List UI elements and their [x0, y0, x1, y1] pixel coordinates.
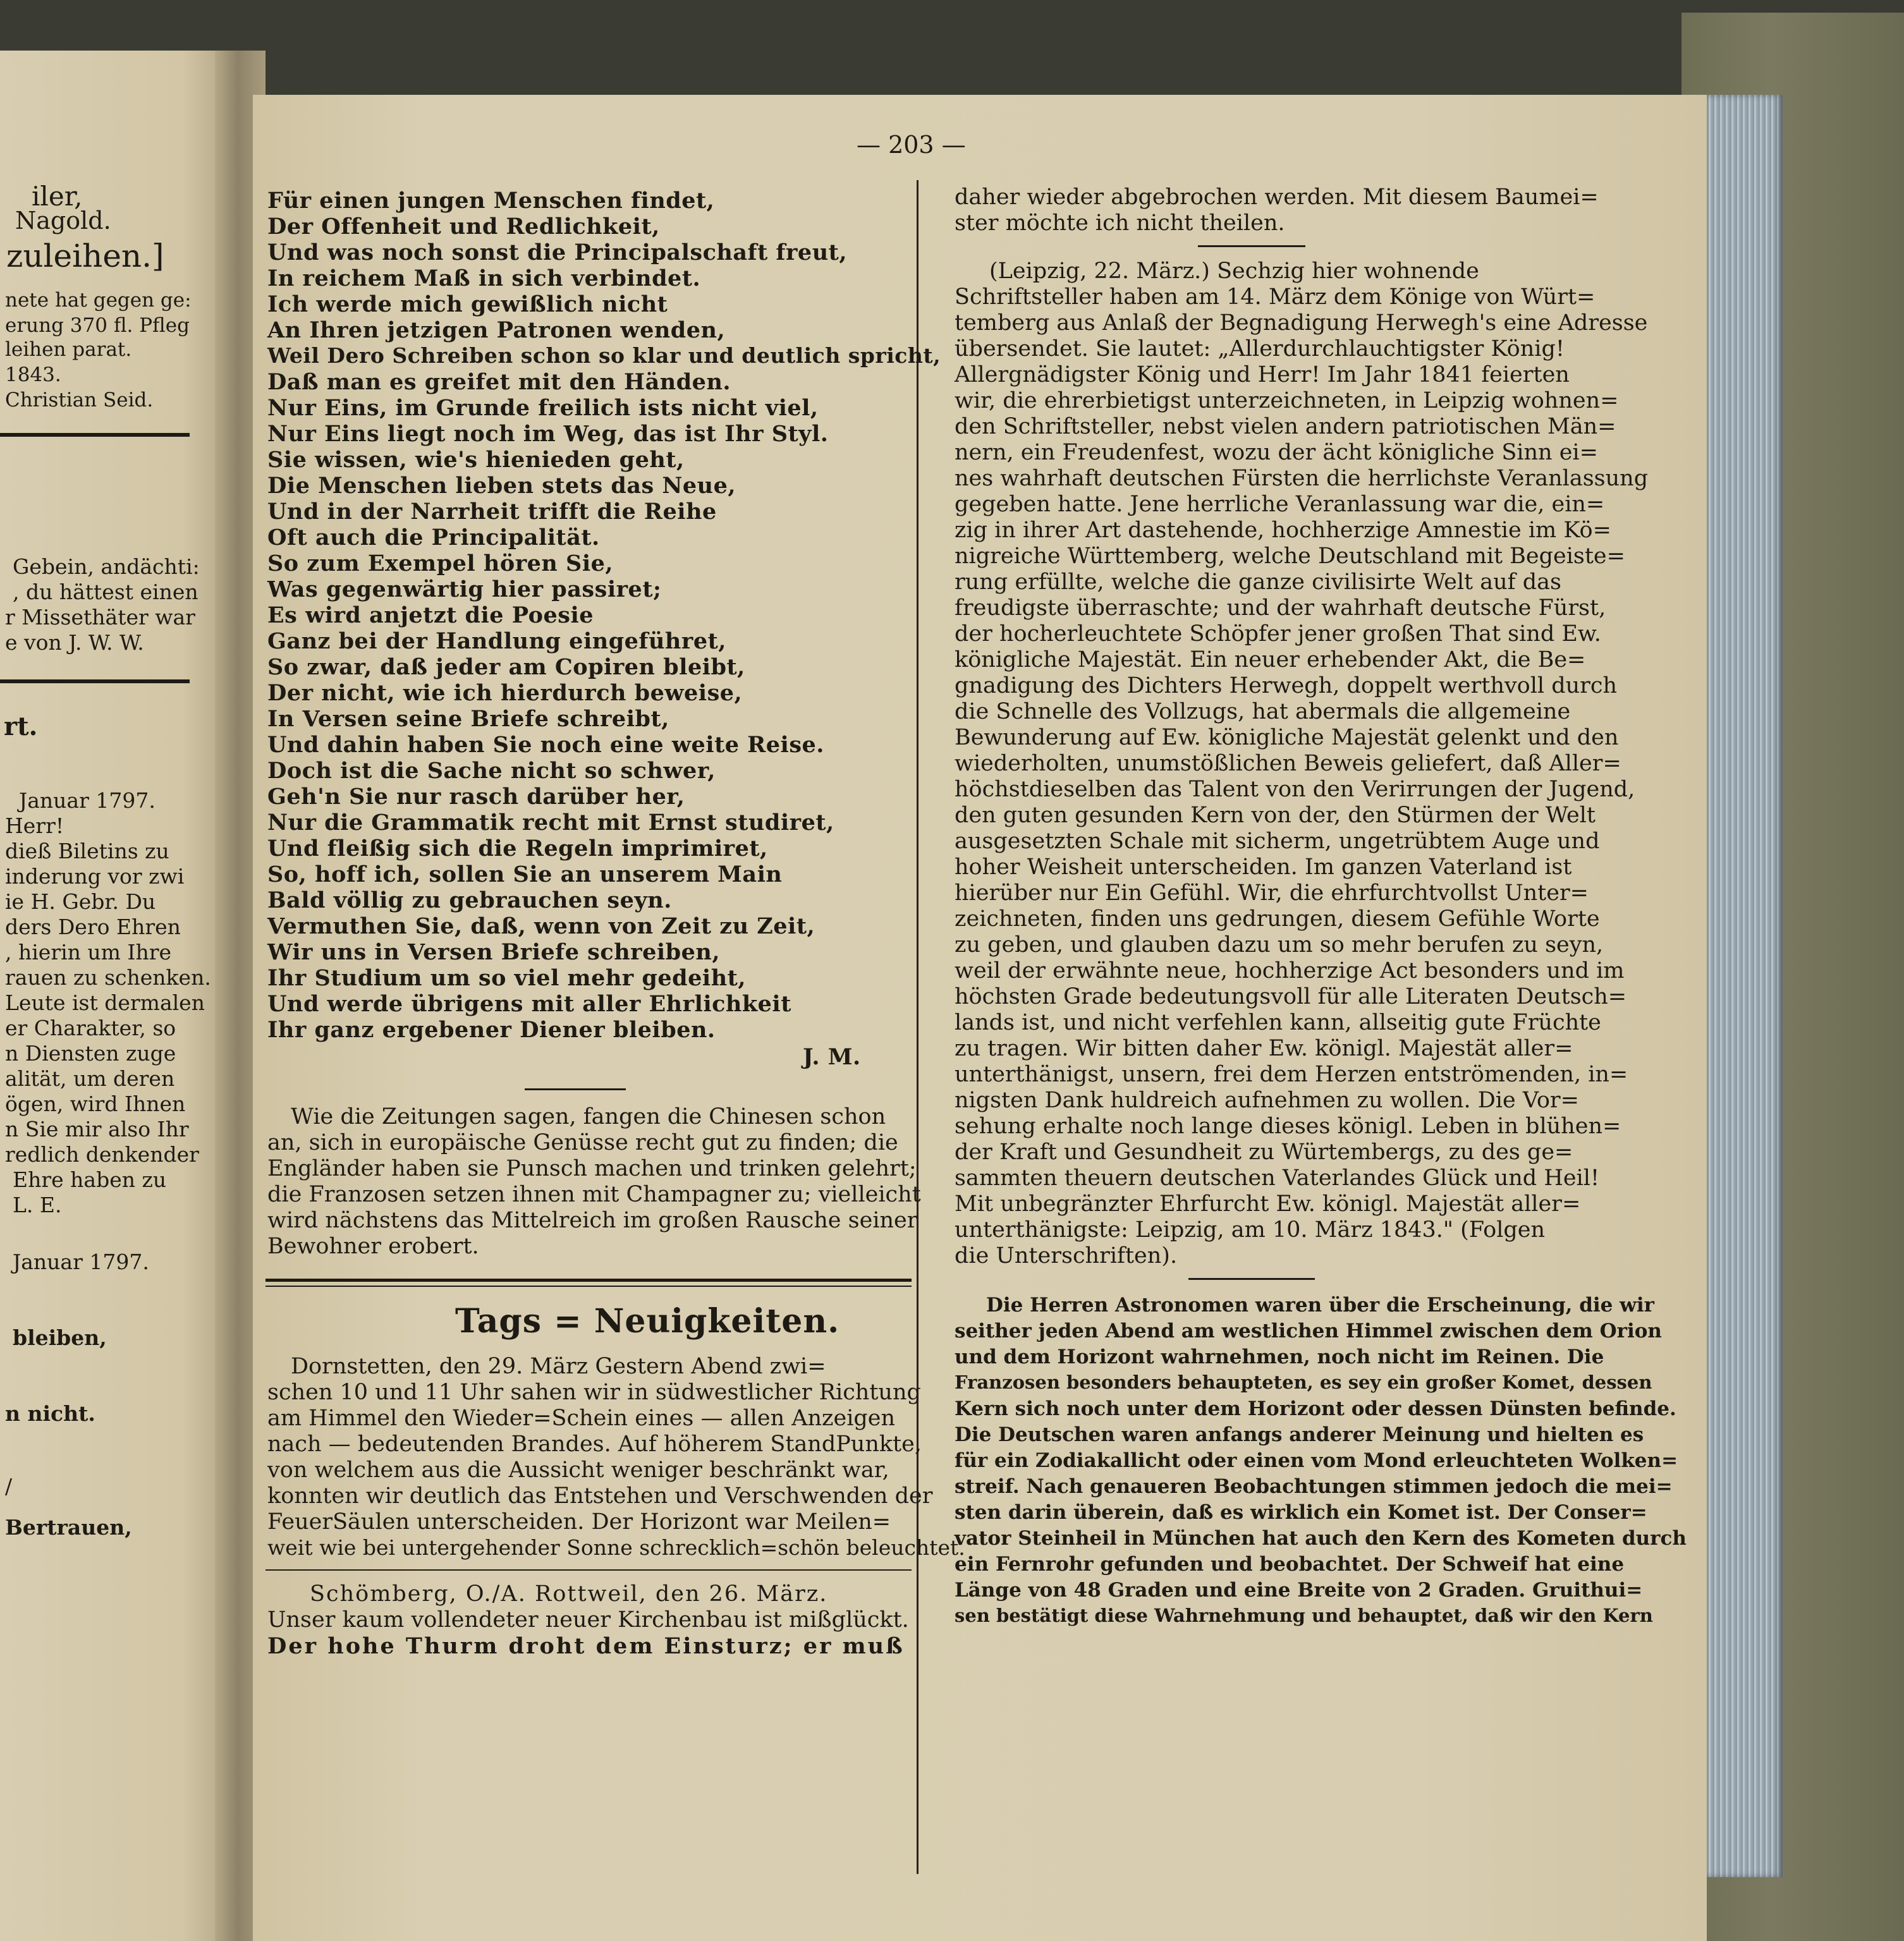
section-title: Tags = Neuigkeiten.	[455, 1302, 840, 1341]
left-line: e von J. W. W.	[5, 630, 144, 655]
leipzig-line: ausgesetzten Schale mit sicherm, ungetrübtem Auge und	[955, 829, 1600, 854]
leipzig-line: zu tragen. Wir bitten daher Ew. königl. Majestät aller=	[955, 1036, 1573, 1061]
leipzig-line: unterthänigste: Leipzig, am 10. März 1843." (Folgen	[955, 1217, 1546, 1243]
short-rule	[1198, 245, 1305, 247]
section-double-rule	[265, 1286, 912, 1287]
comet-line: und dem Horizont wahrnehmen, noch nicht im Reinen. Die	[955, 1346, 1604, 1368]
left-line: redlich denkender	[5, 1142, 199, 1167]
page-number: — 203 —	[857, 131, 966, 159]
leipzig-line: zig in ihrer Art dastehende, hochherzige Amnestie im Kö=	[955, 518, 1611, 543]
short-rule	[525, 1088, 626, 1090]
left-line: n Sie mir also Ihr	[5, 1117, 189, 1141]
dornstetten-line: weit wie bei untergehender Sonne schrecklich=schön beleuchtet.	[267, 1535, 965, 1560]
poem-line: Für einen jungen Menschen findet,	[267, 188, 715, 214]
comet-line: Die Herren Astronomen waren über die Erscheinung, die wir	[986, 1294, 1654, 1317]
dornstetten-line: nach — bedeutenden Brandes. Auf höherem StandPunkte,	[267, 1432, 922, 1457]
poem-line: Weil Dero Schreiben schon so klar und deutlich spricht,	[267, 343, 941, 368]
poem-line: Doch ist die Sache nicht so schwer,	[267, 758, 716, 784]
left-line: , du hättest einen	[13, 580, 198, 604]
left-line: Leute ist dermalen	[5, 990, 205, 1015]
left-line: ögen, wird Ihnen	[5, 1092, 186, 1116]
poem-line: Und fleißig sich die Regeln imprimiret,	[267, 836, 768, 861]
left-line: iler,	[32, 181, 83, 212]
short-rule	[265, 1569, 912, 1571]
leipzig-line: freudigste überraschte; und der wahrhaft deutsche Fürst,	[955, 595, 1606, 621]
leipzig-line: gnadigung des Dichters Herwegh, doppelt werthvoll durch	[955, 673, 1618, 698]
leipzig-line: gegeben hatte. Jene herrliche Veranlassung war die, ein=	[955, 492, 1605, 517]
left-line: /	[5, 1474, 13, 1499]
left-line: er Charakter, so	[5, 1016, 176, 1040]
left-line: L. E.	[13, 1193, 62, 1217]
schomberg-line: Der hohe Thurm droht dem Einsturz; er muß	[267, 1633, 905, 1659]
poem-line: An Ihren jetzigen Patronen wenden,	[267, 317, 726, 343]
left-line: Ehre haben zu	[13, 1167, 167, 1192]
left-line: 1843.	[5, 363, 61, 386]
left-page-fragment	[0, 51, 228, 1941]
poem-line: Ihr ganz ergebener Diener bleiben.	[267, 1017, 716, 1043]
leipzig-line: Allergnädigster König und Herr! Im Jahr 1841 feierten	[955, 362, 1570, 387]
left-line: n Diensten zuge	[5, 1041, 176, 1066]
china-line: Wie die Zeitungen sagen, fangen die Chinesen schon	[291, 1104, 886, 1129]
leipzig-line: Mit unbegränzter Ehrfurcht Ew. königl. Majestät aller=	[955, 1191, 1581, 1217]
left-line: bleiben,	[13, 1325, 107, 1350]
dornstetten-line: am Himmel den Wieder=Schein eines — allen Anzeigen	[267, 1406, 896, 1431]
leipzig-line: höchsten Grade bedeutungsvoll für alle Literaten Deutsch=	[955, 984, 1627, 1009]
left-line: nete hat gegen ge:	[5, 289, 192, 312]
left-line: Gebein, andächti:	[13, 554, 200, 579]
comet-line: Franzosen besonders behaupteten, es sey ein großer Komet, dessen	[955, 1372, 1652, 1393]
poem-line: Daß man es greifet mit den Händen.	[267, 369, 731, 395]
page-edges	[1707, 95, 1783, 1877]
poem-line: Ihr Studium um so viel mehr gedeiht,	[267, 965, 746, 991]
leipzig-line: sammten theuern deutschen Vaterlandes Glück und Heil!	[955, 1165, 1600, 1191]
leipzig-line: Schriftsteller haben am 14. März dem Könige von Würt=	[955, 284, 1596, 310]
short-rule	[1188, 1278, 1315, 1280]
china-line: die Franzosen setzen ihnen mit Champagner zu; vielleicht	[267, 1182, 921, 1207]
left-rule	[0, 679, 190, 683]
dornstetten-line: schen 10 und 11 Uhr sahen wir in südwestlicher Richtung	[267, 1380, 921, 1405]
leipzig-line: wiederholten, unumstößlichen Beweis geliefert, daß Aller=	[955, 751, 1621, 776]
leipzig-line: nes wahrhaft deutschen Fürsten die herrlichste Veranlassung	[955, 466, 1649, 491]
leipzig-line: der Kraft und Gesundheit zu Würtembergs, zu des ge=	[955, 1140, 1573, 1165]
leipzig-line: Bewunderung auf Ew. königliche Majestät gelenkt und den	[955, 725, 1619, 750]
comet-line: sen bestätigt diese Wahrnehmung und behauptet, daß wir den Kern	[955, 1605, 1653, 1626]
poem-line: Was gegenwärtig hier passiret;	[267, 576, 662, 602]
china-line: wird nächstens das Mittelreich im großen Rausche seiner	[267, 1208, 918, 1233]
dornstetten-line: FeuerSäulen unterscheiden. Der Horizont war Meilen=	[267, 1509, 891, 1535]
china-line: Engländer haben sie Punsch machen und trinken gelehrt;	[267, 1156, 917, 1181]
comet-line: Kern sich noch unter dem Horizont oder dessen Dünsten befinde.	[955, 1397, 1676, 1420]
poem-line: Ich werde mich gewißlich nicht	[267, 291, 668, 317]
leipzig-line: der hocherleuchtete Schöpfer jener großen That sind Ew.	[955, 621, 1601, 647]
leipzig-line: nern, ein Freudenfest, wozu der ächt königliche Sinn ei=	[955, 440, 1598, 465]
leipzig-line: die Schnelle des Vollzugs, hat abermals die allgemeine	[955, 699, 1571, 724]
poem-signature: J. M.	[803, 1044, 861, 1070]
dornstetten-line: Dornstetten, den 29. März Gestern Abend zwi=	[291, 1354, 826, 1379]
dornstetten-line: konnten wir deutlich das Entstehen und Verschwenden der	[267, 1483, 933, 1509]
left-line: inderung vor zwi	[5, 864, 185, 889]
left-line: r Missethäter war	[5, 605, 195, 630]
leipzig-line: (Leipzig, 22. März.) Sechzig hier wohnende	[989, 259, 1479, 284]
leipzig-line: königliche Majestät. Ein neuer erhebender Akt, die Be=	[955, 647, 1586, 672]
comet-line: ein Fernrohr gefunden und beobachtet. Der Schweif hat eine	[955, 1553, 1625, 1576]
leipzig-line: hierüber nur Ein Gefühl. Wir, die ehrfurchtvollst Unter=	[955, 880, 1589, 906]
column-divider	[917, 180, 918, 1874]
china-line: Bewohner erobert.	[267, 1234, 479, 1259]
china-line: an, sich in europäische Genüsse recht gut zu finden; die	[267, 1130, 898, 1155]
left-line: erung 370 fl. Pfleg	[5, 314, 190, 337]
continued-line: ster möchte ich nicht theilen.	[955, 210, 1285, 236]
left-line: , hierin um Ihre	[5, 940, 172, 964]
comet-line: sten darin überein, daß es wirklich ein Komet ist. Der Conser=	[955, 1501, 1647, 1524]
poem-line: Wir uns in Versen Briefe schreiben,	[267, 939, 721, 965]
left-line: dieß Biletins zu	[5, 839, 169, 863]
poem-line: Es wird anjetzt die Poesie	[267, 602, 594, 628]
leipzig-line: unterthänigst, unsern, frei dem Herzen entströmenden, in=	[955, 1062, 1628, 1087]
left-line: ie H. Gebr. Du	[5, 889, 156, 914]
leipzig-line: den Schriftsteller, nebst vielen andern patriotischen Män=	[955, 414, 1616, 439]
dornstetten-line: von welchem aus die Aussicht weniger beschränkt war,	[267, 1457, 889, 1483]
left-line: n nicht.	[5, 1401, 95, 1426]
left-line: alität, um deren	[5, 1066, 175, 1091]
leipzig-line: wir, die ehrerbietigst unterzeichneten, in Leipzig wohnen=	[955, 388, 1619, 413]
poem-line: Und in der Narrheit trifft die Reihe	[267, 499, 717, 525]
newspaper-page-203	[253, 95, 1707, 1941]
poem-line: Geh'n Sie nur rasch darüber her,	[267, 784, 685, 810]
schomberg-line: Schömberg, O./A. Rottweil, den 26. März.	[310, 1581, 828, 1607]
poem-line: Vermuthen Sie, daß, wenn von Zeit zu Zeit,	[267, 913, 815, 939]
leipzig-line: übersendet. Sie lautet: „Allerdurchlauchtigster König!	[955, 336, 1565, 362]
poem-line: Und dahin haben Sie noch eine weite Reise.	[267, 732, 824, 758]
left-line: rt.	[4, 712, 38, 741]
poem-line: So zwar, daß jeder am Copiren bleibt,	[267, 654, 745, 680]
poem-line: Der nicht, wie ich hierdurch beweise,	[267, 680, 743, 706]
left-line: Bertrauen,	[5, 1515, 132, 1540]
left-line: ders Dero Ehren	[5, 915, 181, 939]
poem-line: Die Menschen lieben stets das Neue,	[267, 473, 736, 499]
leipzig-line: zu geben, und glauben dazu um so mehr berufen zu seyn,	[955, 932, 1604, 958]
leipzig-line: den guten gesunden Kern von der, den Stürmen der Welt	[955, 803, 1596, 828]
leipzig-line: nigreiche Württemberg, welche Deutschland mit Begeiste=	[955, 544, 1625, 569]
leipzig-line: temberg aus Anlaß der Begnadigung Herwegh's eine Adresse	[955, 310, 1648, 336]
poem-line: Nur Eins liegt noch im Weg, das ist Ihr Styl.	[267, 421, 829, 447]
leipzig-line: lands ist, und nicht verfehlen kann, allseitig gute Früchte	[955, 1010, 1601, 1035]
poem-line: Oft auch die Principalität.	[267, 525, 600, 551]
poem-line: Und werde übrigens mit aller Ehrlichkeit	[267, 991, 791, 1017]
poem-line: Nur die Grammatik recht mit Ernst studiret,	[267, 810, 834, 836]
section-double-rule	[265, 1279, 912, 1282]
comet-line: streif. Nach genaueren Beobachtungen stimmen jedoch die mei=	[955, 1475, 1673, 1498]
poem-line: In reichem Maß in sich verbindet.	[267, 265, 701, 291]
poem-line: Und was noch sonst die Principalschaft freut,	[267, 240, 847, 265]
left-line: Nagold.	[15, 207, 111, 234]
poem-line: So zum Exempel hören Sie,	[267, 551, 614, 576]
schomberg-line: Unser kaum vollendeter neuer Kirchenbau ist mißglückt.	[267, 1607, 909, 1633]
poem-line: In Versen seine Briefe schreibt,	[267, 706, 669, 732]
comet-line: vator Steinheil in München hat auch den Kern des Kometen durch	[955, 1527, 1687, 1550]
leipzig-line: höchstdieselben das Talent von den Verirrungen der Jugend,	[955, 777, 1635, 802]
left-line: Herr!	[5, 813, 64, 838]
poem-line: So, hoff ich, sollen Sie an unserem Main	[267, 861, 783, 887]
left-line: Januar 1797.	[13, 1250, 149, 1274]
poem-line: Nur Eins, im Grunde freilich ists nicht viel,	[267, 395, 819, 421]
poem-line: Der Offenheit und Redlichkeit,	[267, 214, 660, 240]
poem-line: Ganz bei der Handlung eingeführet,	[267, 628, 726, 654]
poem-line: Bald völlig zu gebrauchen seyn.	[267, 887, 672, 913]
leipzig-line: nigsten Dank huldreich aufnehmen zu wollen. Die Vor=	[955, 1088, 1579, 1113]
comet-line: Länge von 48 Graden und eine Breite von 2 Graden. Gruithui=	[955, 1579, 1643, 1602]
leipzig-line: sehung erhalte noch lange dieses königl. Leben in blühen=	[955, 1114, 1621, 1139]
leipzig-line: rung erfüllte, welche die ganze civilisirte Welt auf das	[955, 569, 1561, 595]
left-line: Januar 1797.	[19, 788, 156, 813]
leipzig-line: hoher Weisheit unterscheiden. Im ganzen Vaterland ist	[955, 855, 1572, 880]
left-line: Christian Seid.	[5, 389, 154, 411]
poem-line: Sie wissen, wie's hienieden geht,	[267, 447, 685, 473]
leipzig-line: die Unterschriften).	[955, 1243, 1178, 1269]
left-line: rauen zu schenken.	[5, 965, 211, 990]
left-line: leihen parat.	[5, 338, 132, 361]
left-line: zuleihen.]	[6, 238, 164, 274]
comet-line: für ein Zodiakallicht oder einen vom Mond erleuchteten Wolken=	[955, 1449, 1678, 1472]
comet-line: seither jeden Abend am westlichen Himmel zwischen dem Orion	[955, 1320, 1662, 1342]
leipzig-line: zeichneten, finden uns gedrungen, diesem Gefühle Worte	[955, 906, 1600, 932]
leipzig-line: weil der erwähnte neue, hochherzige Act besonders und im	[955, 958, 1625, 983]
continued-line: daher wieder abgebrochen werden. Mit diesem Baumei=	[955, 185, 1599, 210]
comet-line: Die Deutschen waren anfangs anderer Meinung und hielten es	[955, 1423, 1644, 1446]
left-rule	[0, 433, 190, 437]
